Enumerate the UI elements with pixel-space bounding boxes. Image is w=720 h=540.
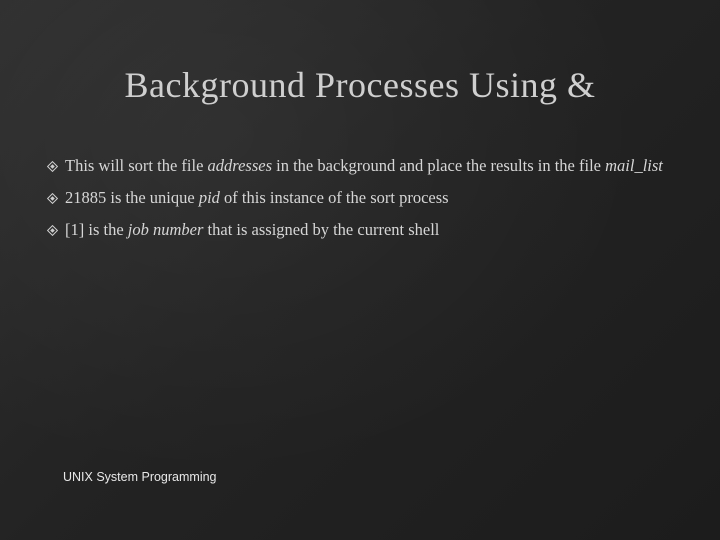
bullet-list: [44, 156, 664, 252]
diamond-bullet-icon: [47, 161, 58, 172]
bullet-text-emphasis: pid: [198, 188, 220, 207]
bullet-item: [44, 220, 664, 240]
bullet-text-emphasis: addresses: [207, 156, 273, 175]
bullet-text: [65, 220, 439, 239]
bullet-text-segment: in the background and place the results in the file: [272, 156, 606, 175]
bullet-text-segment: 21885 is the unique: [65, 188, 199, 207]
bullet-text: [65, 188, 449, 207]
bullet-item: [44, 188, 664, 208]
diamond-bullet-icon: [47, 225, 58, 236]
bullet-item: [44, 156, 664, 176]
slide-footer: UNIX System Programming: [63, 470, 217, 484]
bullet-text-segment: This will sort the file: [65, 156, 208, 175]
diamond-bullet-icon: [47, 193, 58, 204]
slide-title: Background Processes Using &: [124, 65, 596, 105]
bullet-text-segment: that is assigned by the current shell: [203, 220, 440, 239]
bullet-text: [65, 156, 663, 175]
bullet-text-segment: [1] is the: [65, 220, 128, 239]
bullet-text-emphasis: job number: [127, 220, 204, 239]
bullet-text-emphasis: mail_list: [605, 156, 663, 175]
bullet-text-segment: of this instance of the sort process: [219, 188, 449, 207]
